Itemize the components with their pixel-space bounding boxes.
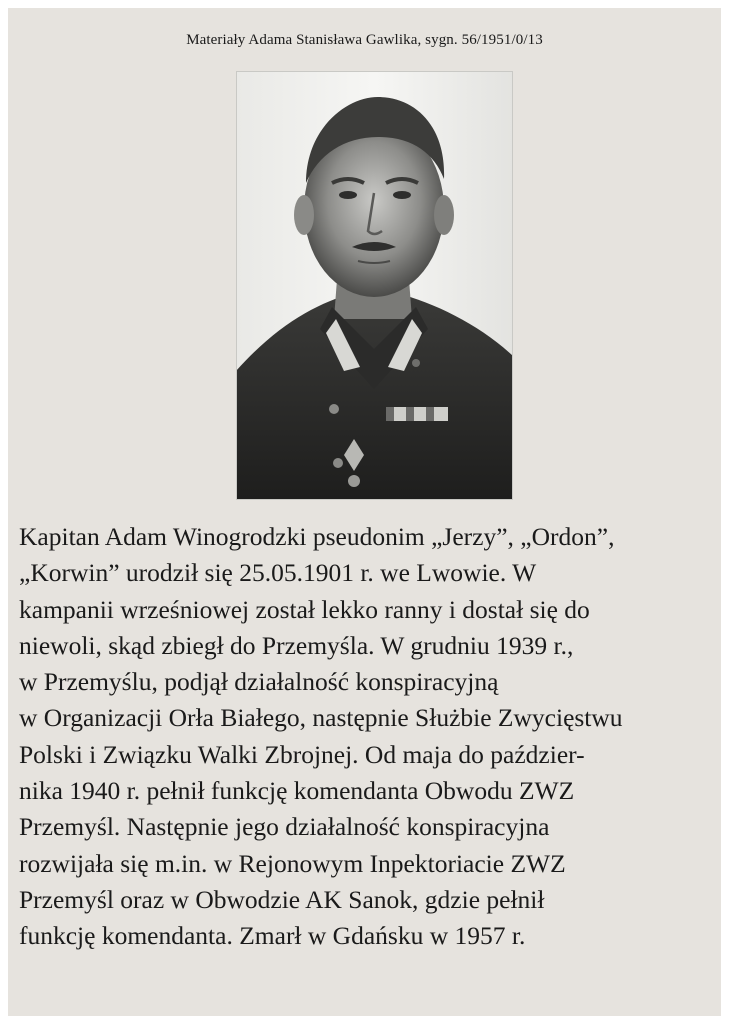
biography-line: niewoli, skąd zbiegł do Przemyśla. W grudniu 1939 r., — [19, 630, 574, 660]
biography-line: w Organizacji Orła Białego, następnie Służbie Zwycięstwu — [19, 703, 623, 733]
portrait-photo — [236, 71, 513, 500]
biography-line: nika 1940 r. pełnił funkcję komendanta Obwodu ZWZ — [19, 776, 575, 806]
biography-line: funkcję komendanta. Zmarł w Gdańsku w 1957 r. — [19, 921, 526, 951]
document-panel — [8, 8, 721, 1016]
biography-line: kampanii wrześniowej został lekko ranny i dostał się do — [19, 594, 590, 624]
biography-text — [19, 519, 719, 955]
biography-line: w Przemyślu, podjął działalność konspiracyjną — [19, 667, 499, 697]
archive-caption: Materiały Adama Stanisława Gawlika, sygn. 56/1951/0/13 — [186, 32, 543, 48]
biography-line: Kapitan Adam Winogrodzki pseudonim „Jerzy”, „Ordon”, — [19, 522, 615, 551]
biography-line: Przemyśl oraz w Obwodzie AK Sanok, gdzie pełnił — [19, 884, 545, 914]
biography-line: Polski i Związku Walki Zbrojnej. Od maja do paździer- — [19, 739, 585, 769]
biography-line: „Korwin” urodził się 25.05.1901 r. we Lwowie. W — [19, 558, 537, 588]
biography-line: Przemyśl. Następnie jego działalność konspiracyjna — [19, 812, 550, 842]
biography-line: rozwijała się m.in. w Rejonowym Inpektoriacie ZWZ — [19, 848, 566, 878]
